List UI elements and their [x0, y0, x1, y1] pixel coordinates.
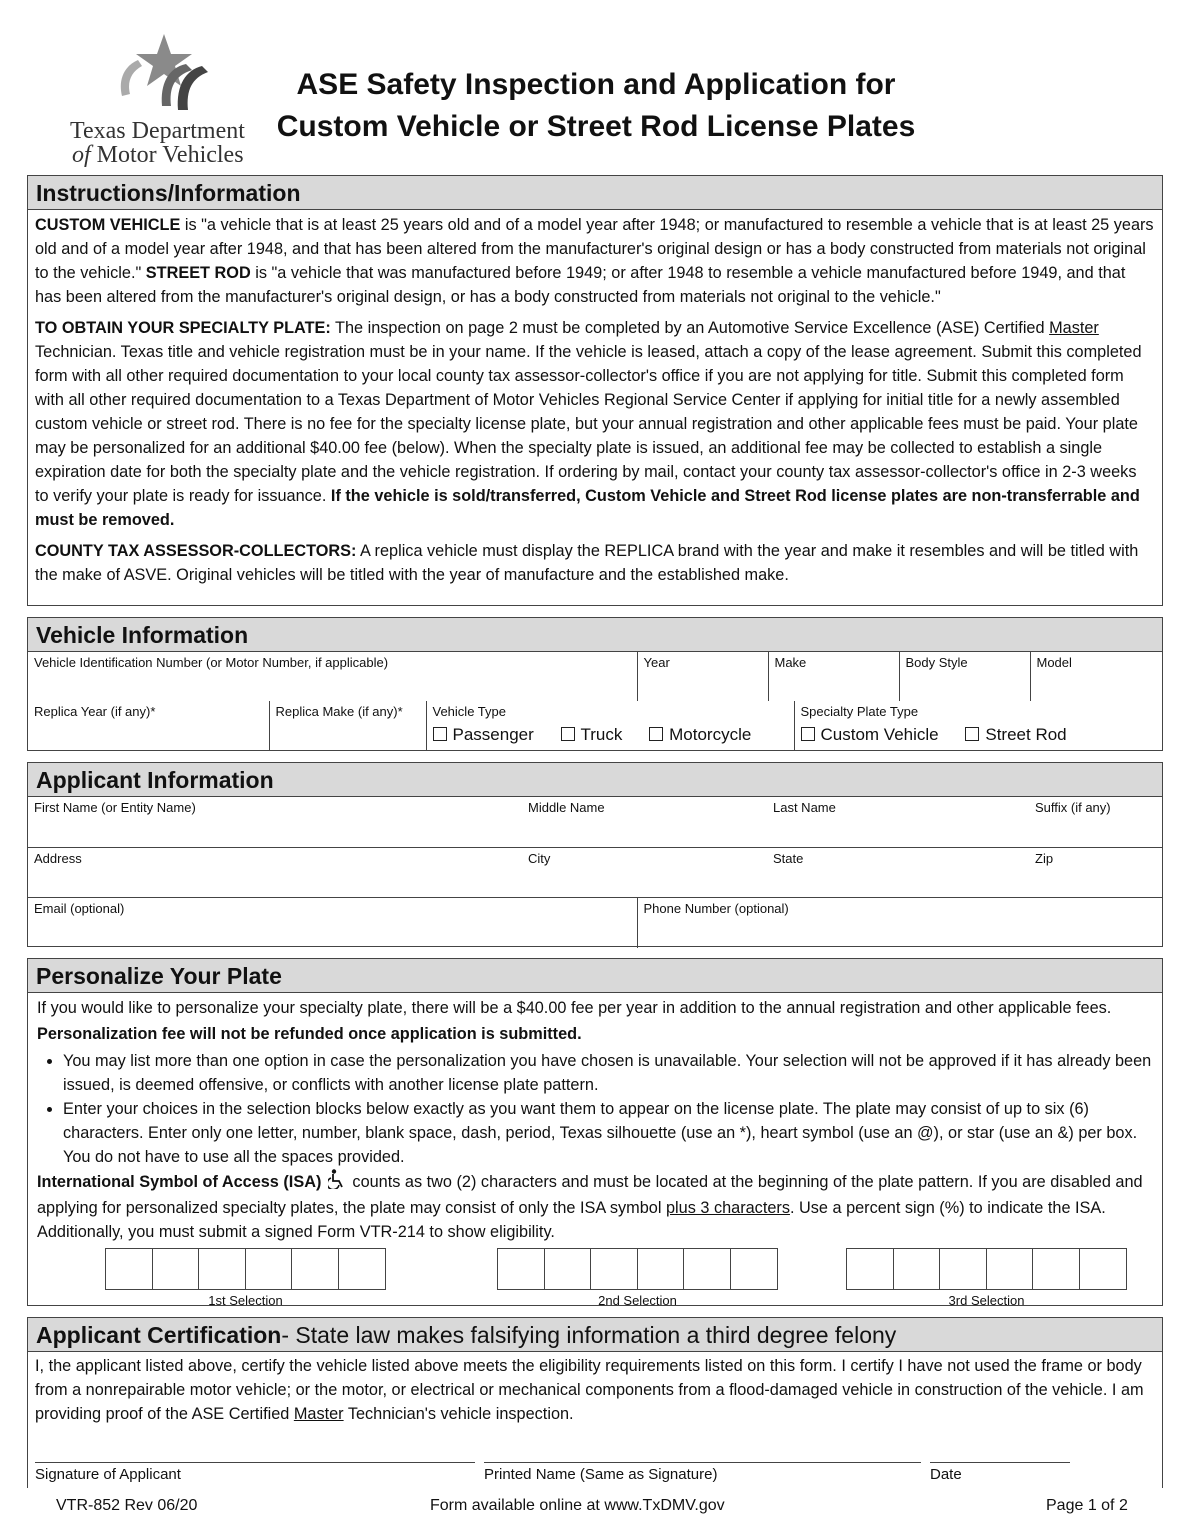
replica-make-field[interactable]: Replica Make (if any)* [269, 701, 426, 750]
char-box[interactable] [987, 1249, 1034, 1289]
list-item: • Enter your choices in the selection blocks below exactly as you want them to appear on the license plate. The plate may consist of up to six (6) characters. Enter only one letter, number, blank space, dash, period, Texas silhouette (use an *), heart symbol (use an @), or star (use an &) per box. You do not have to use all the spaces provided. [63, 1097, 1154, 1169]
zip-field[interactable]: Zip [1029, 847, 1162, 897]
char-box[interactable] [153, 1249, 200, 1289]
last-name-field[interactable]: Last Name [767, 797, 1029, 847]
selection-3 [846, 1248, 1127, 1308]
replica-year-field[interactable]: Replica Year (if any)* [28, 701, 269, 750]
txdmv-logo [66, 30, 266, 168]
selection-label: 2nd Selection [598, 1293, 677, 1308]
suffix-field[interactable]: Suffix (if any) [1029, 797, 1162, 847]
char-box[interactable] [1033, 1249, 1080, 1289]
online-link: Form available online at www.TxDMV.gov [430, 1497, 725, 1514]
char-box[interactable] [940, 1249, 987, 1289]
personalize-body: If you would like to personalize your specialty plate, there will be a $40.00 fee per year in addition to the annual registration and other applicable fees. Personalization fee will not be refunded once application is submitted. • You may list more than one option in case the personalization you have chosen is unavailable. Your selection will not be approved if it has already been issued, is deemed offensive, or conflicts with another license plate pattern. • Enter your choices in the selection blocks below exactly as you want them to appear on the license plate. The plate may consist of up to six (6) characters. Enter only one letter, number, blank space, dash, period, Texas silhouette (use an *), heart symbol (use an @), or star (use an &) per box. You do not have to use all the spaces provided. International Symbol of Access (ISA) counts as two (2) characters and must be located at the beginning of the plate pattern. If you are disabled and applying for personalized specialty plates, the plate may consist of only the ISA symbol plus 3 characters. Use a percent sign (%) to indicate the ISA. Additionally, you must submit a signed Form VTR-214 to show eligibility. [28, 993, 1162, 1244]
signature-row [28, 1462, 1162, 1492]
instructions-heading: Instructions/Information [28, 176, 1162, 210]
wheelchair-icon [328, 1169, 346, 1196]
char-box[interactable] [684, 1249, 731, 1289]
selection-label: 3rd Selection [948, 1293, 1025, 1308]
instructions-body: CUSTOM VEHICLE is "a vehicle that is at least 25 years old and of a model year after 1948; or manufactured to resemble a vehicle that is at least 25 years old and of a model year after 1948, and that has been altered from the manufacturer's original design or has a body constructed from materials not original to the vehicle." STREET ROD is "a vehicle that was manufactured before 1949; or after 1948 to resemble a vehicle manufactured before 1949, and that has been altered from the manufacturer's original design, or has a body constructed from materials not original to the vehicle." TO OBTAIN YOUR SPECIALTY PLATE: The inspection on page 2 must be completed by an Automotive Service Excellence (ASE) Certified Master Technician. Texas title and vehicle registration must be in your name. If the vehicle is leased, attach a copy of the lease agreement. Submit this completed form with all other required documentation to your local county tax assessor-collector's office if you are not applying for title. Submit this completed form with all other required documentation to a Texas Department of Motor Vehicles Regional Service Center if applying for initial title for a newly assembled custom vehicle or street rod. There is no fee for the specialty license plate, but your annual registration and other applicable fees must be paid. Your plate may be personalized for an additional $40.00 fee (below). When the specialty plate is issued, an additional fee may be collected to establish a single expiration date for both the specialty plate and the vehicle registration. If ordering by mail, contact your county tax assessor-collector's office in 2-3 weeks to verify your plate is ready for issuance. If the vehicle is sold/transferred, Custom Vehicle and Street Rod license plates are non-transferrable and must be removed. COUNTY TAX ASSESSOR-COLLECTORS: A replica vehicle must display the REPLICA brand with the year and make it resembles and will be titled with the make of ASVE. Original vehicles will be titled with the year of manufacture and the established make. [35, 216, 1154, 584]
custom-vehicle-checkbox[interactable]: Custom Vehicle [801, 725, 939, 745]
address-field[interactable]: Address [28, 847, 522, 897]
char-box[interactable] [292, 1249, 339, 1289]
selection-label: 1st Selection [208, 1293, 283, 1308]
star-logo-icon [116, 30, 216, 120]
logo-line2: of Motor Vehicles [72, 142, 244, 168]
city-field[interactable]: City [522, 847, 767, 897]
certification-section [27, 1317, 1163, 1488]
applicant-section [27, 762, 1163, 947]
selection-1 [105, 1248, 386, 1308]
form-title [276, 64, 916, 148]
logo-line1: Texas Department [70, 118, 245, 144]
certification-heading: Applicant Certification- State law makes falsifying information a third degree felony [28, 1318, 1162, 1352]
char-box[interactable] [106, 1249, 153, 1289]
passenger-checkbox[interactable]: Passenger [433, 725, 534, 745]
motorcycle-checkbox[interactable]: Motorcycle [649, 725, 751, 745]
personalize-heading: Personalize Your Plate [28, 959, 1162, 993]
signature-field[interactable]: Signature of Applicant [35, 1462, 475, 1483]
vehicle-heading: Vehicle Information [28, 618, 1162, 652]
selection-2 [497, 1248, 778, 1308]
vin-field[interactable]: Vehicle Identification Number (or Motor Number, if applicable) [28, 652, 637, 701]
char-box[interactable] [199, 1249, 246, 1289]
char-box[interactable] [1080, 1249, 1127, 1289]
vehicle-type-field: Vehicle Type Passenger Truck Motorcycle [426, 701, 794, 750]
char-box[interactable] [498, 1249, 545, 1289]
char-box[interactable] [591, 1249, 638, 1289]
truck-checkbox[interactable]: Truck [561, 725, 623, 745]
year-field[interactable]: Year [637, 652, 768, 701]
first-name-field[interactable]: First Name (or Entity Name) [28, 797, 522, 847]
model-field[interactable]: Model [1036, 655, 1072, 670]
date-field[interactable]: Date [930, 1462, 1070, 1483]
char-box[interactable] [638, 1249, 685, 1289]
instructions-section [27, 175, 1163, 606]
title-line2: Custom Vehicle or Street Rod License Plates [276, 110, 916, 143]
form-id: VTR-852 Rev 06/20 [56, 1497, 198, 1514]
street-rod-checkbox[interactable]: Street Rod [965, 725, 1066, 745]
selection-blocks [28, 1244, 1162, 1306]
phone-field[interactable]: Phone Number (optional) [643, 900, 789, 916]
char-box[interactable] [731, 1249, 778, 1289]
applicant-heading: Applicant Information [28, 763, 1162, 797]
printed-name-field[interactable]: Printed Name (Same as Signature) [484, 1462, 921, 1483]
email-field[interactable]: Email (optional) [28, 898, 637, 948]
list-item: • You may list more than one option in case the personalization you have chosen is unavailable. Your selection will not be approved if it has already been issued, is deemed offensive, or conflicts with another license plate pattern. [63, 1049, 1154, 1097]
certification-text: I, the applicant listed above, certify the vehicle listed above meets the eligibility requirements listed on this form. I certify I have not used the frame or body from a nonrepairable motor vehicle; or the motor, or electrical or mechanical components from a flood-damaged vehicle in construction of the vehicle. I am providing proof of the ASE Certified Master Technician's vehicle inspection. [35, 1357, 1144, 1423]
vehicle-section [27, 617, 1163, 751]
middle-name-field[interactable]: Middle Name [522, 797, 767, 847]
state-field[interactable]: State [767, 847, 1029, 897]
char-box[interactable] [847, 1249, 894, 1289]
body-style-field[interactable]: Body Style [899, 652, 1030, 701]
page-number: Page 1 of 2 [1046, 1497, 1128, 1514]
make-field[interactable]: Make [768, 652, 899, 701]
char-box[interactable] [339, 1249, 386, 1289]
char-box[interactable] [246, 1249, 293, 1289]
title-line1: ASE Safety Inspection and Application for [296, 68, 896, 101]
char-box[interactable] [545, 1249, 592, 1289]
personalize-section [27, 958, 1163, 1306]
char-box[interactable] [894, 1249, 941, 1289]
plate-type-field: Specialty Plate Type Custom Vehicle Street Rod [800, 704, 1067, 744]
